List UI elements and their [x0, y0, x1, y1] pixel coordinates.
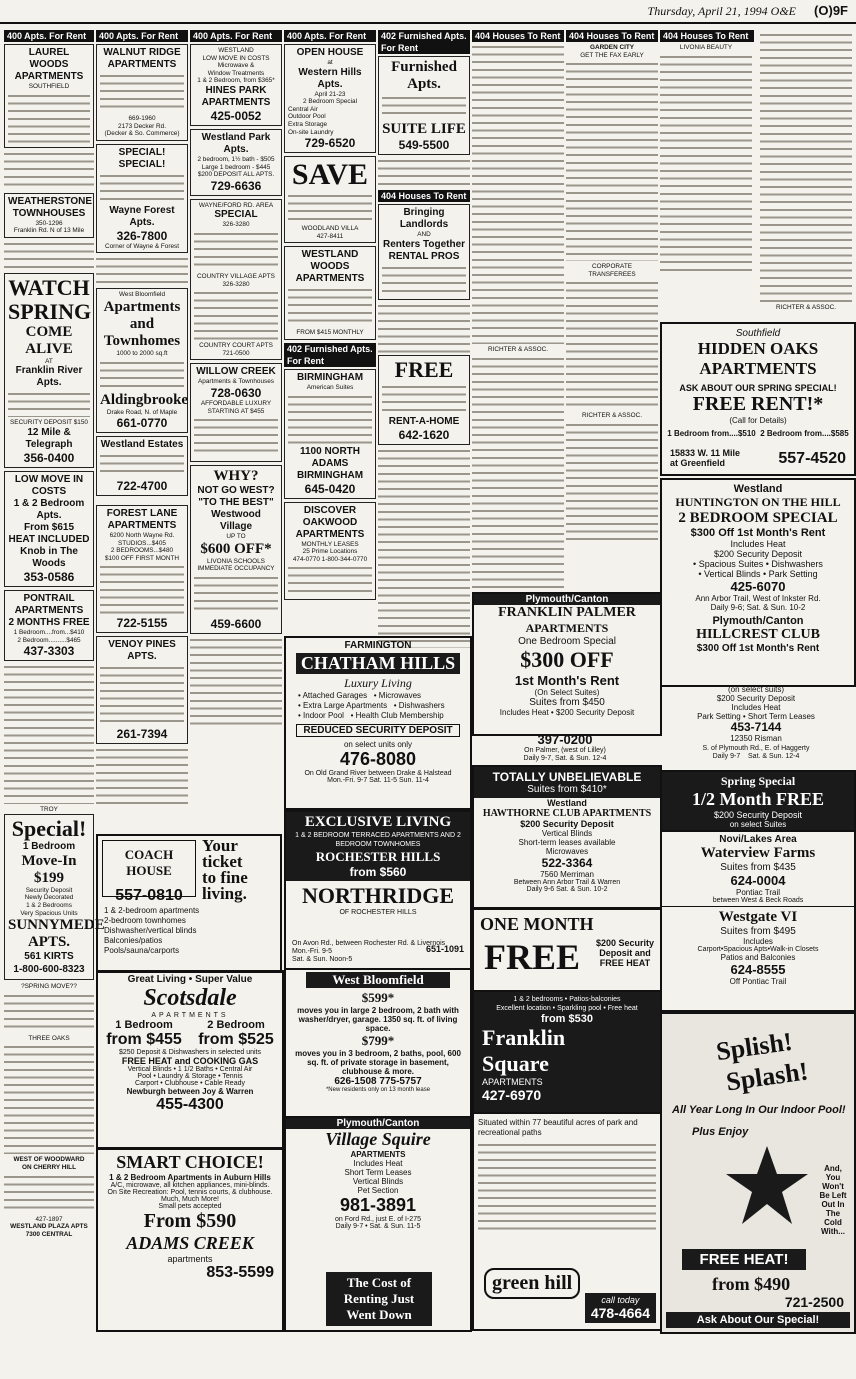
ad-pontrail: PONTRAIL APARTMENTS 2 MONTHS FREE 1 Bedroom....from...$410 2 Bedroom..........$465 437-3303: [4, 590, 94, 661]
page-header: [0, 0, 856, 24]
ad-westland-park: Westland Park Apts. 2 bedroom, 1½ bath - $505 Large 1 bedroom - $445 $200 DEPOSIT ALL APTS. 729-6636: [190, 129, 282, 196]
ad-scotsdale: Great Living • Super Value Scotsdale APARTMENTS 1 Bedroom from $455 2 Bedroom from $525 $250 Deposit & Dishwashers in selected units FREE HEAT and COOKING GAS Vertical Blinds • 1 1/2 Baths • Central Air Pool • Laundry & Storage • Tennis Carport • Clubhouse • Cable Ready Newburgh between Joy & Warren 455-4300: [96, 970, 284, 1149]
ad-low-move-in: LOW MOVE IN COSTS 1 & 2 Bedroom Apts. From $615 HEAT INCLUDED Knob in The Woods 353-0586: [4, 471, 94, 587]
splish-badge-icon: [722, 1144, 812, 1234]
ad-woodland-villa: SAVE WOODLAND VILLA 427-8411: [284, 156, 376, 243]
ad-northridge: EXCLUSIVE LIVING 1 & 2 BEDROOM TERRACED APARTMENTS AND 2 BEDROOM TOWNHOMES ROCHESTER HILLS from $560 NORTHRIDGE OF ROCHESTER HILLS On Avon Rd., between Rochester Rd. & Livernois Mon.-Fri. 9-5 Sat. & Sun. Noon-5 651-1091: [284, 810, 472, 970]
ad-wayne-forest: SPECIAL! SPECIAL! Wayne Forest Apts. 326-7800 Corner of Wayne & Forest: [96, 144, 188, 254]
ad-aldingbrooke: West Bloomfield Apartments and Townhomes 1000 to 2000 sq.ft Aldingbrooke Drake Road, N. of Maple 661-0770: [96, 288, 188, 433]
section-header: 404 Houses To Rent: [660, 30, 754, 42]
ad-suite-life: Furnished Apts. SUITE LIFE 549-5500: [378, 56, 470, 155]
ad-spring-special: Spring Special 1/2 Month FREE $200 Security Deposit on select Suites: [660, 770, 856, 832]
column-3: [190, 30, 282, 830]
section-header: 404 Houses To Rent: [566, 30, 658, 42]
column-5: [378, 30, 470, 660]
column-2: [96, 30, 188, 500]
ad-troy-special: Special! 1 Bedroom Move-In $199 Security Deposit Newly Decorated 1 & 2 Bedrooms Very Spacious Units SUNNYMEDE APTS. 561 KIRTS 1-800-600-8323: [4, 814, 94, 980]
section-header: 400 Apts. For Rent: [96, 30, 188, 42]
column-1: 400 Apts. For Rent LAUREL WOODS APARTMENTS SOUTHFIELD WEATHERSTONE TOWNHOUSES 350-1296 Franklin Rd. N of 13 Mile WATCH SPRING COME ALIVE AT Franklin River Apts. SECURITY DEPOSIT $150 12 Mile & Telegraph 356-0400 LOW MOVE IN COSTS 1 & 2 Bedroom Apts. From $615 HEAT INCLUDED Knob in The Woods 353-0586 PONTRAIL APARTMENTS 2 MONTHS FREE 1 Bedroom....from...$410 2 Bedroom..........$465 437-3303 TROY Special! 1 Bedroom Move-In $199 Security Deposit Newly Decorated 1 & 2 Bedrooms Very Spacious Units SUNNYMEDE APTS. 561 KIRTS 1-800-600-8323 ?SPRING MOVE?? THREE OAKS WEST OF WOODWARD ON CHERRY HILL 427-1897 WESTLAND PLAZA APTS 7300 CENTRAL: [4, 30, 94, 1370]
hillcrest-details: (on select suits) $200 Security Deposit Includes Heat Park Setting • Short Term Leases 453-7144 12350 Risman: [697, 685, 815, 743]
ad-franklin-palmer: Plymouth/Canton FRANKLIN PALMER APARTMENTS One Bedroom Special $300 OFF 1st Month's Rent (On Select Suites) Suites from $450 Includes Heat • $200 Security Deposit: [472, 592, 662, 736]
ad-waterview-westgate: Novi/Lakes Area Waterview Farms Suites from $435 624-0004 Pontiac Trail between West & Beck Roads Westgate VI Suites from $495 Includes Carport•Spacious Apts•Walk-in Closets Patios and Balconies 624-8555 Off Pontiac Trail: [660, 830, 856, 1012]
ad-hidden-oaks: Southfield HIDDEN OAKS APARTMENTS ASK ABOUT OUR SPRING SPECIAL! FREE RENT!* (Call for Details) 1 Bedroom from....$510 2 Bedroom from....$585 15833 W. 11 Mile at Greenfield 557-4520: [660, 322, 856, 476]
franklin-palmer-contact: 397-0200 On Palmer, (west of Lilley) Daily 9-7, Sat. & Sun. 12-4: [523, 732, 607, 762]
section-header: 400 Apts. For Rent: [284, 30, 376, 42]
ad-venoy-pines: VENOY PINES APTS. 261-7394: [96, 636, 188, 744]
ad-westland-estates: Westland Estates 722-4700: [96, 436, 188, 496]
ad-wayne-ford: WAYNE/FORD RD. AREA SPECIAL 326-3280 COUNTRY VILLAGE APTS 326-3280 COUNTRY COURT APTS 721-0500: [190, 199, 282, 361]
ad-one-month-free: ONE MONTH FREE $200 Security Deposit and FREE HEAT: [472, 908, 662, 992]
section-header: 402 Furnished Apts. For Rent: [284, 343, 376, 367]
column-2-lower: [96, 505, 188, 830]
ad-american-suites: BIRMINGHAM American Suites 1100 NORTH ADAMS BIRMINGHAM 645-0420: [284, 369, 376, 499]
ad-westland-woods: WESTLAND WOODS APARTMENTS FROM $415 MONTHLY: [284, 246, 376, 340]
ad-hines-park: WESTLAND LOW MOVE IN COSTS Microwave & Window Treatments 1 & 2 Bedroom, from $365* HINES PARK APARTMENTS 425-0052: [190, 44, 282, 126]
ad-green-hill: Situated within 77 beautiful acres of park and recreational paths green hill call today 478-4664: [472, 1112, 662, 1331]
ad-west-bloomfield: West Bloomfield $599* moves you in large 2 bedroom, 2 bath with washer/dryer, garage. 1350 sq. ft. of living space. $799* moves you in 3 bedroom, 2 baths, pool, 600 sq. ft. of private storage in basement, clubhouse & more. 626-1508 775-5757 *New residents only on 13 month lease: [284, 968, 472, 1118]
ad-village-squire: Plymouth/Canton Village Squire APARTMENTS Includes Heat Short Term Leases Vertical Blinds Pet Section 981-3891 on Ford Rd., just E. of I-275 Daily 9-7 • Sat. & Sun. 11-5 The Cost of Renting Just Went Down: [284, 1116, 472, 1332]
ad-chatham-hills: FARMINGTON CHATHAM HILLS Luxury Living • Attached Garages • Microwaves • Extra Large Apartments • Dishwashers • Indoor Pool • Health Club Membership REDUCED SECURITY DEPOSIT on select units only 476-8080 On Old Grand River between Drake & Halstead Mon.-Fri. 9-7 Sat. 11-5 Sun. 11-4: [284, 636, 472, 810]
ad-splish-splash: Splish! Splash! All Year Long In Our Indoor Pool! Plus Enjoy And, You Won't Be Left Out In The Cold With... FREE HEAT! from $490 721-2500 Ask About Our Special!: [660, 1012, 856, 1334]
column-4: [284, 30, 376, 660]
ad-adams-creek: SMART CHOICE! 1 & 2 Bedroom Apartments in Auburn Hills A/C, microwave, all kitchen appliances, mini-blinds. On Site Recreation: Pool, tennis courts, & clubhouse. Much, Much More! Small pets accepted From $590 ADAMS CREEK apartments 853-5599: [96, 1148, 284, 1332]
column-6: 404 Houses To Rent RICHTER & ASSOC.: [472, 30, 564, 620]
ad-western-hills: OPEN HOUSE at Western Hills Apts. April 21-23 2 Bedroom Special Central Air Outdoor Pool Extra Storage On-site Laundry 729-6520: [284, 44, 376, 153]
section-header: 400 Apts. For Rent: [190, 30, 282, 42]
ad-laurel-woods: LAUREL WOODS APARTMENTS SOUTHFIELD: [4, 44, 94, 148]
ad-franklin-square: 1 & 2 bedrooms • Patios-balconies Excellent location • Sparkling pool • Free heat from $530 Franklin Square APARTMENTS 427-6970: [472, 990, 662, 1114]
ad-willow-creek: WILLOW CREEK Apartments & Townhouses 728-0630 AFFORDABLE LUXURY STARTING AT $455: [190, 363, 282, 462]
ad-weatherstone: WEATHERSTONE TOWNHOUSES 350-1296 Franklin Rd. N of 13 Mile: [4, 193, 94, 238]
page-date: Thursday, April 21, 1994 O&E: [647, 4, 796, 18]
section-header: 402 Furnished Apts. For Rent: [378, 30, 470, 54]
ad-watch-spring: WATCH SPRING COME ALIVE AT Franklin River Apts. SECURITY DEPOSIT $150 12 Mile & Telegraph 356-0400: [4, 273, 94, 468]
ad-hawthorne-club: TOTALLY UNBELIEVABLE Suites from $410* Westland HAWTHORNE CLUB APARTMENTS $200 Security Deposit Vertical Blinds Short-term leases available Microwaves 522-3364 7560 Merriman Between Ann Arbor Trail & Warren Daily 9-6 Sat. & Sun. 10-2: [472, 765, 662, 909]
column-8: 404 Houses To Rent LIVONIA BEAUTY RICHTER & ASSOC.: [660, 30, 852, 610]
ad-walnut-ridge: WALNUT RIDGE APARTMENTS 669-1960 2173 Decker Rd. (Decker & So. Commerce): [96, 44, 188, 141]
hillcrest-hours: S. of Plymouth Rd., E. of Haggerty Daily 9-7 Sat. & Sun. 12-4: [702, 745, 810, 760]
ad-westwood-village: WHY? NOT GO WEST? "TO THE BEST" Westwood Village UP TO $600 OFF* LIVONIA SCHOOLS IMMEDIATE OCCUPANCY 459-6600: [190, 465, 282, 634]
page-number: (O)9F: [814, 3, 848, 18]
section-header: 404 Houses To Rent: [472, 30, 564, 42]
ad-rent-a-home: FREE RENT-A-HOME 642-1620: [378, 355, 470, 445]
ad-coach-house: COACH HOUSE 557-0810 Your ticket to fine living. 1 & 2-bedroom apartments 2-bedroom townhomes Dishwasher/vertical blinds Balconies/patios Pools/sauna/carports: [96, 834, 282, 973]
section-header: 400 Apts. For Rent: [4, 30, 94, 42]
ad-huntington-hillcrest: Westland HUNTINGTON ON THE HILL 2 BEDROOM SPECIAL $300 Off 1st Month's Rent Includes Heat $200 Security Deposit • Spacious Suites • Dishwashers • Vertical Blinds • Park Setting 425-6070 Ann Arbor Trail, West of Inkster Rd. Daily 9-6; Sat. & Sun. 10-2 Plymouth/Canton HILLCREST CLUB $300 Off 1st Month's Rent: [660, 478, 856, 687]
ad-rental-pros: Bringing Landlords AND Renters Together RENTAL PROS: [378, 204, 470, 300]
ad-oakwood: DISCOVER OAKWOOD APARTMENTS MONTHLY LEASES 25 Prime Locations 474-0770 1-800-344-0770: [284, 502, 376, 601]
section-header: 404 Houses To Rent: [378, 190, 470, 202]
column-7: 404 Houses To Rent GARDEN CITY GET THE FAX EARLY CORPORATE TRANSFEREES RICHTER & ASSOC.: [566, 30, 658, 620]
ad-forest-lane: FOREST LANE APARTMENTS 6200 North Wayne Rd. STUDIOS...$405 2 BEDROOMS...$480 $100 OFF FIRST MONTH 722-5155: [96, 505, 188, 633]
